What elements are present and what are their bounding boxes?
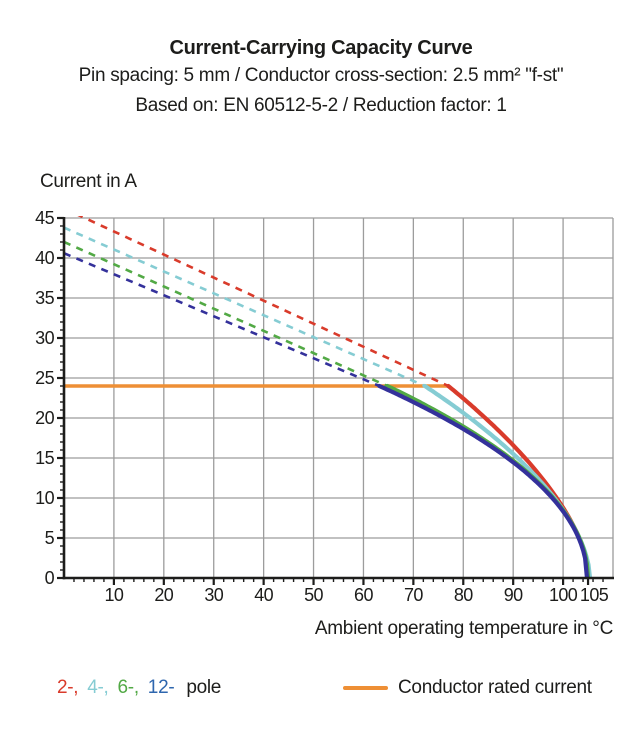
x-tick-label: 90 bbox=[503, 585, 523, 605]
series-2-pole-dashed bbox=[64, 208, 448, 386]
rated-current-line-swatch bbox=[343, 686, 388, 690]
series-4-pole-dashed bbox=[64, 228, 425, 386]
y-tick-label: 15 bbox=[35, 448, 54, 468]
y-tick-label: 40 bbox=[35, 248, 54, 268]
x-tick-label: 60 bbox=[354, 585, 373, 605]
y-tick-label: 20 bbox=[35, 408, 54, 428]
x-tick-label: 80 bbox=[453, 585, 473, 605]
series-4-pole-curve bbox=[425, 386, 590, 578]
figure-title: Current-Carrying Capacity Curve bbox=[169, 37, 473, 59]
rated-current-legend bbox=[343, 677, 592, 699]
axes bbox=[63, 217, 614, 579]
y-tick-labels bbox=[35, 208, 54, 588]
y-tick-label: 30 bbox=[35, 328, 54, 348]
series-2-pole-curve bbox=[448, 386, 589, 578]
y-tick-label: 10 bbox=[35, 488, 54, 508]
legend-12-pole: 12- bbox=[147, 677, 175, 698]
minor-ticks bbox=[60, 226, 603, 582]
x-tick-label: 40 bbox=[254, 585, 274, 605]
legend-pole-suffix: pole bbox=[186, 677, 222, 698]
legend-6-pole: 6-, bbox=[117, 677, 139, 698]
poles-legend bbox=[57, 677, 221, 699]
x-tick-labels bbox=[104, 585, 608, 605]
y-tick-label: 0 bbox=[44, 568, 54, 588]
x-tick-label: 20 bbox=[154, 585, 174, 605]
y-axis-title: Current in A bbox=[40, 171, 137, 192]
legend-2-pole: 2-, bbox=[57, 677, 79, 698]
rated-current-label: Conductor rated current bbox=[398, 677, 592, 698]
series-6-pole-curve bbox=[387, 386, 588, 578]
major-ticks bbox=[57, 218, 588, 585]
grid-lines bbox=[64, 218, 613, 578]
y-tick-label: 35 bbox=[35, 288, 54, 308]
figure-subtitle-basis: Based on: EN 60512-5-2 / Reduction factor: 1 bbox=[135, 95, 507, 116]
figure-subtitle-spec: Pin spacing: 5 mm / Conductor cross-section: 2.5 mm² "f-st" bbox=[78, 65, 564, 86]
x-tick-label: 105 bbox=[579, 585, 609, 605]
legend-4-pole: 4-, bbox=[87, 677, 109, 698]
series-6-pole-dashed bbox=[64, 242, 387, 386]
y-tick-label: 25 bbox=[35, 368, 54, 388]
x-tick-label: 50 bbox=[304, 585, 323, 605]
x-tick-label: 100 bbox=[548, 585, 578, 605]
x-tick-label: 30 bbox=[204, 585, 224, 605]
y-tick-label: 5 bbox=[44, 528, 54, 548]
x-axis-title: Ambient operating temperature in °C bbox=[314, 618, 613, 639]
x-tick-label: 10 bbox=[104, 585, 124, 605]
y-tick-label: 45 bbox=[35, 208, 54, 228]
series-12-pole-dashed bbox=[64, 253, 379, 386]
x-tick-label: 70 bbox=[403, 585, 423, 605]
